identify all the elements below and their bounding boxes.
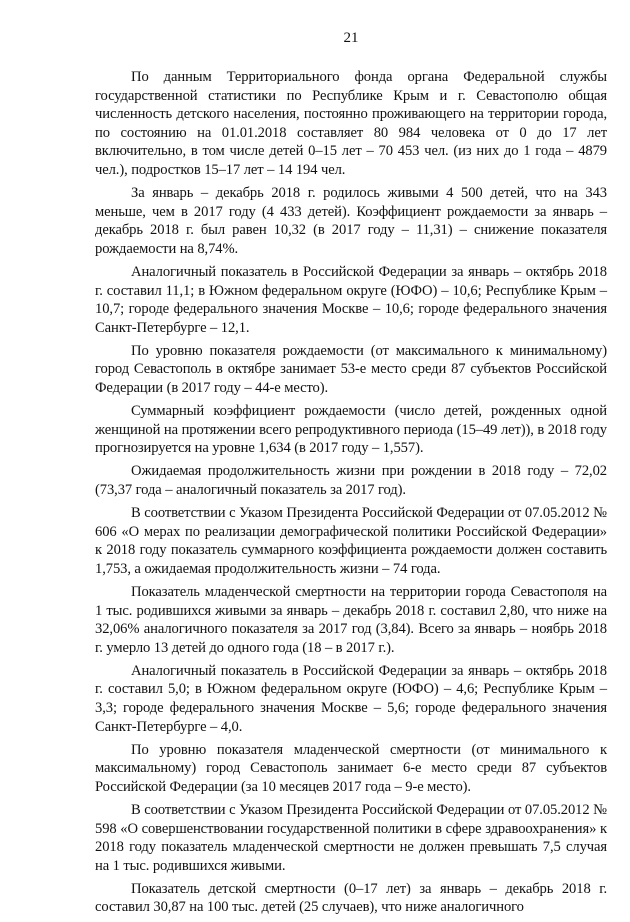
paragraph-decree-606: В соответствии с Указом Президента Российской Федерации от 07.05.2012 № 606 «О мерах по реализации демографической политики Российской Федерации» к 2018 году показатель суммарного коэффициента рождаемости должен составить 1,753, а ожидаемая продолжительность жизни – 74 года. [95, 505, 607, 577]
paragraph-life-expectancy: Ожидаемая продолжительность жизни при рождении в 2018 году – 72,02 (73,37 года – аналогичный показатель за 2017 год). [95, 463, 607, 498]
paragraph-total-fertility: Суммарный коэффициент рождаемости (число детей, рожденных одной женщиной на протяжении всего репродуктивного периода (15–49 лет)), в 2018 году прогнозируется на уровне 1,634 (в 2017 году – 1,557). [95, 403, 607, 457]
paragraph-rf-infant-mortality: Аналогичный показатель в Российской Федерации за январь – октябрь 2018 г. составил 5,0; в Южном федеральном округе (ЮФО) – 4,6; Республике Крым – 3,3; городе федерального значения Москве – 5,6; городе федерального значения Санкт-Петербурге – 4,0. [95, 662, 607, 735]
paragraph-births: За январь – декабрь 2018 г. родилось живыми 4 500 детей, что на 343 меньше, чем в 2017 году (4 433 детей). Коэффициент рождаемости за январь – декабрь 2018 г. был равен 10,32 (в 2017 году – 11,31) – снижение показателя рождаемости на 8,74%. [95, 185, 607, 257]
paragraph-infant-mortality-ranking: По уровню показателя младенческой смертности (от минимального к максимальному) город Севастополь занимает 6-е место среди 87 субъектов Российской Федерации (за 10 месяцев 2017 года – 9-е место). [95, 741, 607, 795]
paragraph-infant-mortality: Показатель младенческой смертности на территории города Севастополя на 1 тыс. родившихся живыми за январь – декабрь 2018 г. составил 2,80, что ниже на 32,06% аналогичного показателя за 2017 год (3,84). Всего за январь – ноябрь 2018 г. умерло 13 детей до одного года (18 – в 2017 г.). [95, 583, 607, 656]
paragraph-child-population: По данным Территориального фонда органа Федеральной службы государственной статистики по Республике Крым и г. Севастополю общая численность детского населения, постоянно проживающего на территории города, по состоянию на 01.01.2018 составляет 80 984 человека от 0 до 17 лет включительно, в том числе детей 0–15 лет – 70 453 чел. (из них до 1 года – 4879 чел.), подростков 15–17 лет – 14 194 чел. [95, 69, 607, 178]
paragraph-rf-birth-rate: Аналогичный показатель в Российской Федерации за январь – октябрь 2018 г. составил 11,1; в Южном федеральном округе (ЮФО) – 10,6; Республике Крым – 10,7; городе федерального значения Москве – 10,6; городе федерального значения Санкт-Петербурге – 12,1. [95, 263, 607, 336]
document-page [95, 28, 607, 922]
paragraph-birth-rate-ranking: По уровню показателя рождаемости (от максимального к минимальному) город Севастополь в октябре занимает 53-е место среди 87 субъектов Российской Федерации (в 2017 году – 44-е место). [95, 342, 607, 396]
page-number: 21 [343, 30, 359, 46]
paragraph-decree-598: В соответствии с Указом Президента Российской Федерации от 07.05.2012 № 598 «О совершенствовании государственной политики в сфере здравоохранения» к 2018 году показатель младенческой смертности не должен превышать 7,5 случая на 1 тыс. родившихся живыми. [95, 801, 607, 874]
paragraph-child-mortality: Показатель детской смертности (0–17 лет) за январь – декабрь 2018 г. составил 30,87 на 100 тыс. детей (25 случаев), что ниже аналогичного [95, 880, 607, 916]
